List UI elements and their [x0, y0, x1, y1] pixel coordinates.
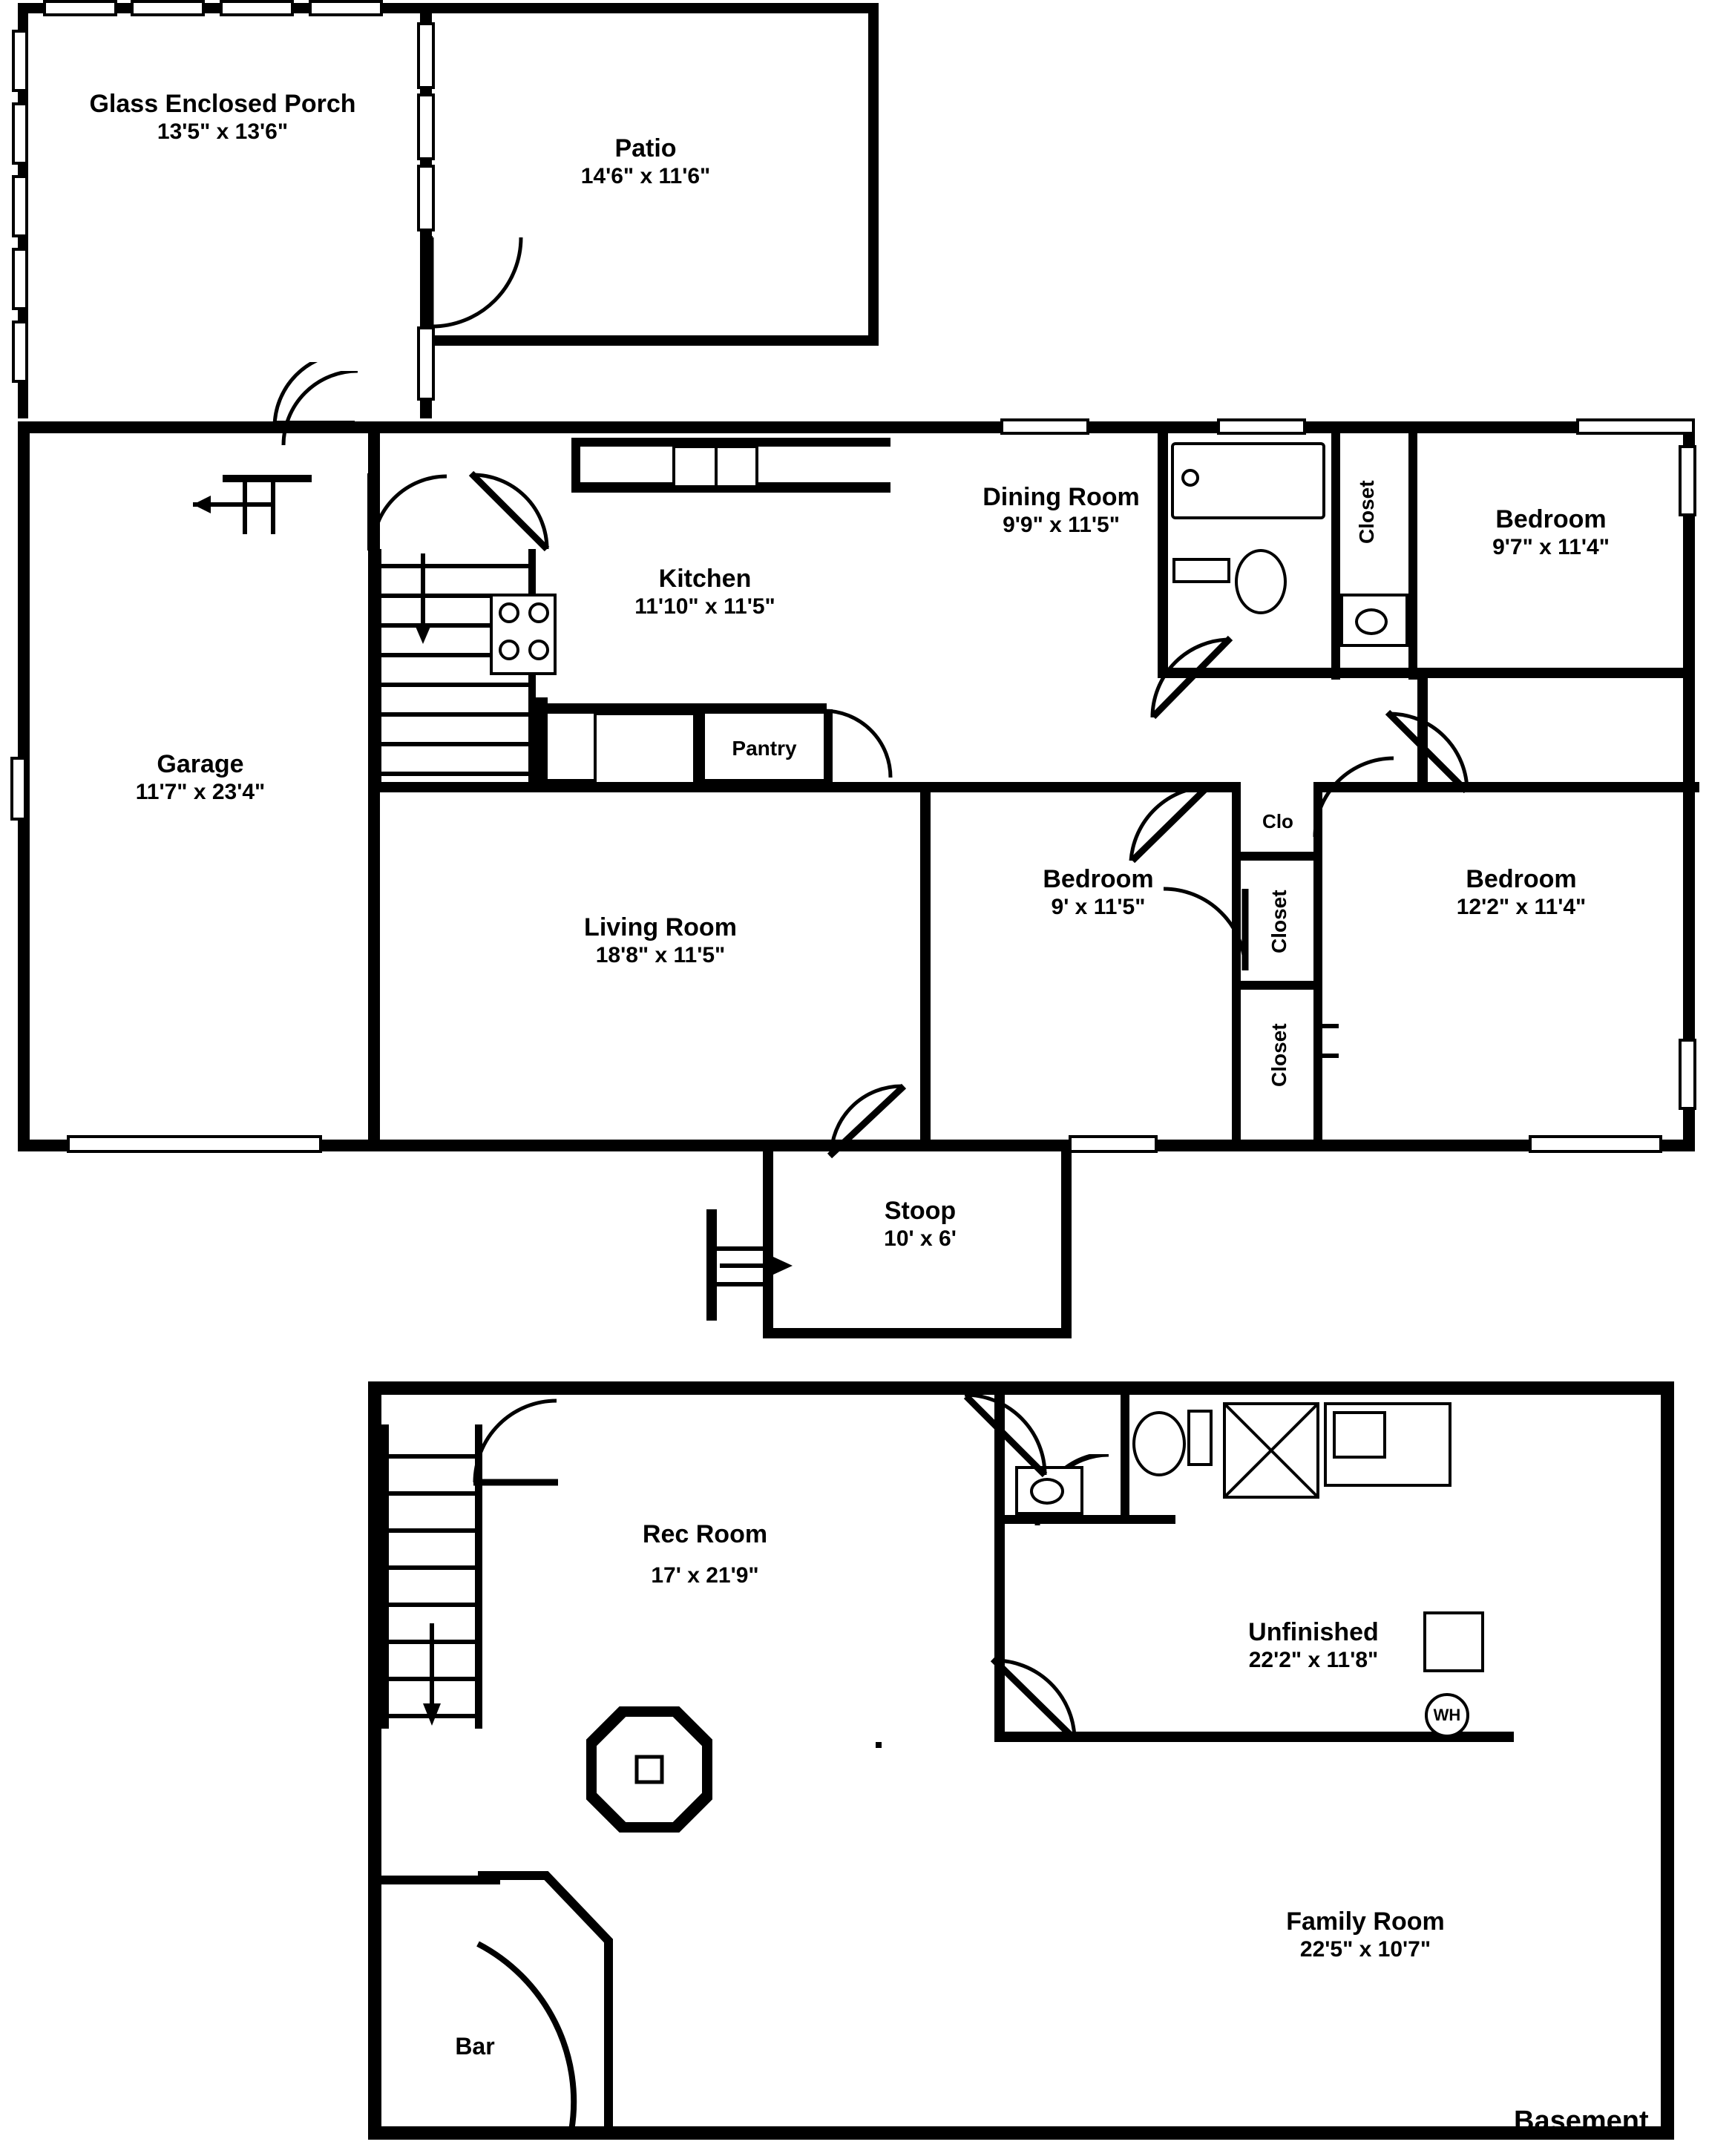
porch-door-swing-icon: [416, 230, 534, 341]
stair-step: [381, 772, 528, 776]
water-heater-label: WH: [1433, 1706, 1461, 1724]
hall-wall-bedroom1: [1417, 668, 1692, 678]
stoop-wall-right: [1061, 1151, 1072, 1337]
unfinished-label: Unfinished 22'2" x 11'8": [1248, 1618, 1379, 1673]
house-wall-top: [18, 421, 1695, 433]
basement-wall-top: [368, 1381, 1674, 1395]
stair-step: [381, 712, 528, 717]
bath-closet-wall-left: [1331, 433, 1340, 680]
porch-window-left-5: [12, 321, 28, 383]
front-door-icon: [824, 1083, 920, 1165]
porch-divider-window-3: [417, 165, 435, 231]
stoop-direction-arrow-icon: [714, 1240, 803, 1292]
porch-window-top-3: [220, 0, 294, 16]
closet-door-icon: [1158, 861, 1254, 979]
closet-div-2: [1232, 981, 1322, 990]
shower-x-icon: [1223, 1402, 1319, 1499]
bedroom3-window-right: [1679, 1039, 1696, 1110]
bath-closet-label: Closet: [1355, 480, 1378, 544]
porch-label: Glass Enclosed Porch 13'5" x 13'6": [89, 90, 356, 145]
chimney-column-icon: [586, 1706, 712, 1833]
garage-entry-arrow-icon: [186, 460, 289, 549]
tub-drain-icon: [1181, 469, 1199, 487]
range-burner-icon: [499, 640, 519, 660]
toilet-bowl-icon: [1235, 549, 1287, 614]
living-room-right-wall: [920, 782, 931, 1151]
basement-caption: Basement: [1514, 2106, 1649, 2137]
furnace-icon: [1423, 1611, 1484, 1672]
closet-mid-label: Closet: [1267, 890, 1290, 954]
bedroom3-label: Bedroom 12'2" x 11'4": [1456, 865, 1587, 920]
living-room-label: Living Room 18'8" x 11'5": [584, 913, 737, 968]
stair-step: [381, 742, 528, 746]
dining-window-top: [1000, 418, 1089, 435]
porch-divider-window-2: [417, 93, 435, 160]
basement-stairs-wall-left: [381, 1424, 389, 1729]
toilet-tank-icon: [1172, 558, 1230, 583]
bar-counter-icon: [475, 1870, 623, 2137]
hall-door-icon: [464, 466, 560, 562]
pantry-door-icon: [816, 705, 898, 786]
range-burner-icon: [528, 602, 549, 623]
basement-toilet-bowl-icon: [1132, 1411, 1186, 1476]
entry-door-icon: [275, 371, 386, 460]
kitchen-sink-divider: [715, 448, 718, 485]
porch-window-left-4: [12, 248, 28, 310]
bath-door-icon: [1143, 631, 1239, 727]
unfinished-door-icon: [987, 1654, 1083, 1743]
bath-window-top: [1217, 418, 1306, 435]
basement-wall-left: [368, 1381, 381, 2140]
basement-stair-step: [389, 1491, 475, 1496]
vanity-basin-icon: [1355, 608, 1388, 635]
basement-stair-step: [389, 1603, 475, 1607]
basement-stair-step: [389, 1565, 475, 1570]
garage-door-bottom: [67, 1135, 322, 1153]
water-heater-icon: [1425, 1693, 1469, 1738]
porch-window-top-4: [309, 0, 383, 16]
closet-low-door-line: [1313, 1054, 1339, 1058]
bedroom1-window-top: [1576, 418, 1695, 435]
basement-stairs-door-icon: [468, 1395, 571, 1491]
basement-stairs-arrow-icon: [410, 1617, 454, 1729]
porch-divider-window-1: [417, 22, 435, 89]
bedroom2-window-bottom: [1069, 1135, 1158, 1153]
porch-window-left-2: [12, 102, 28, 165]
rec-room-label: Rec Room 17' x 21'9": [642, 1520, 768, 1588]
porch-window-top-2: [131, 0, 205, 16]
stairs-direction-arrow-icon: [401, 549, 445, 645]
bar-label: Bar: [455, 2033, 495, 2060]
basement-stair-step: [389, 1528, 475, 1533]
stoop-wall-bottom: [763, 1328, 1072, 1338]
closet-div-1: [1232, 852, 1322, 861]
closet-low-door-line2: [1313, 1024, 1339, 1028]
basement-wall-right: [1661, 1381, 1674, 2140]
garage-label: Garage 11'7" x 23'4": [135, 750, 266, 805]
support-post-icon: [876, 1742, 882, 1748]
garage-upper-wall-stub: [223, 475, 312, 482]
washer-icon: [1333, 1411, 1386, 1459]
bedroom2-label: Bedroom 9' x 11'5": [1043, 865, 1154, 920]
patio-wall-right: [868, 3, 879, 344]
bedroom1-label: Bedroom 9'7" x 11'4": [1492, 505, 1610, 560]
pantry-label: Pantry: [732, 737, 797, 760]
basement-stair-step: [389, 1454, 475, 1459]
stairs-wall-left: [374, 549, 381, 786]
garage-window-left: [10, 757, 27, 821]
basement-bath-door-icon: [957, 1395, 1054, 1484]
family-room-label: Family Room 22'5" x 10'7": [1286, 1907, 1445, 1962]
refrigerator-icon: [594, 712, 696, 786]
porch-window-left-3: [12, 175, 28, 237]
bedroom2-door-icon: [1122, 779, 1218, 868]
kitchen-label: Kitchen 11'10" x 11'5": [634, 565, 775, 619]
closet-low-label: Closet: [1267, 1023, 1290, 1088]
patio-label: Patio 14'6" x 11'6": [580, 134, 711, 189]
bedroom3-window-bottom: [1529, 1135, 1662, 1153]
range-burner-icon: [528, 640, 549, 660]
porch-window-left-1: [12, 30, 28, 92]
stair-step: [381, 683, 528, 687]
porch-window-top-1: [43, 0, 117, 16]
dining-room-label: Dining Room 9'9" x 11'5": [983, 483, 1140, 538]
range-burner-icon: [499, 602, 519, 623]
kitchen-counter-left: [571, 438, 580, 493]
basement-toilet-tank-icon: [1187, 1410, 1213, 1466]
clo-label: Clo: [1262, 810, 1293, 832]
stoop-label: Stoop 10' x 6': [884, 1197, 957, 1252]
closet-col-wall-right: [1313, 792, 1322, 1151]
living-room-top-wall: [380, 782, 929, 792]
